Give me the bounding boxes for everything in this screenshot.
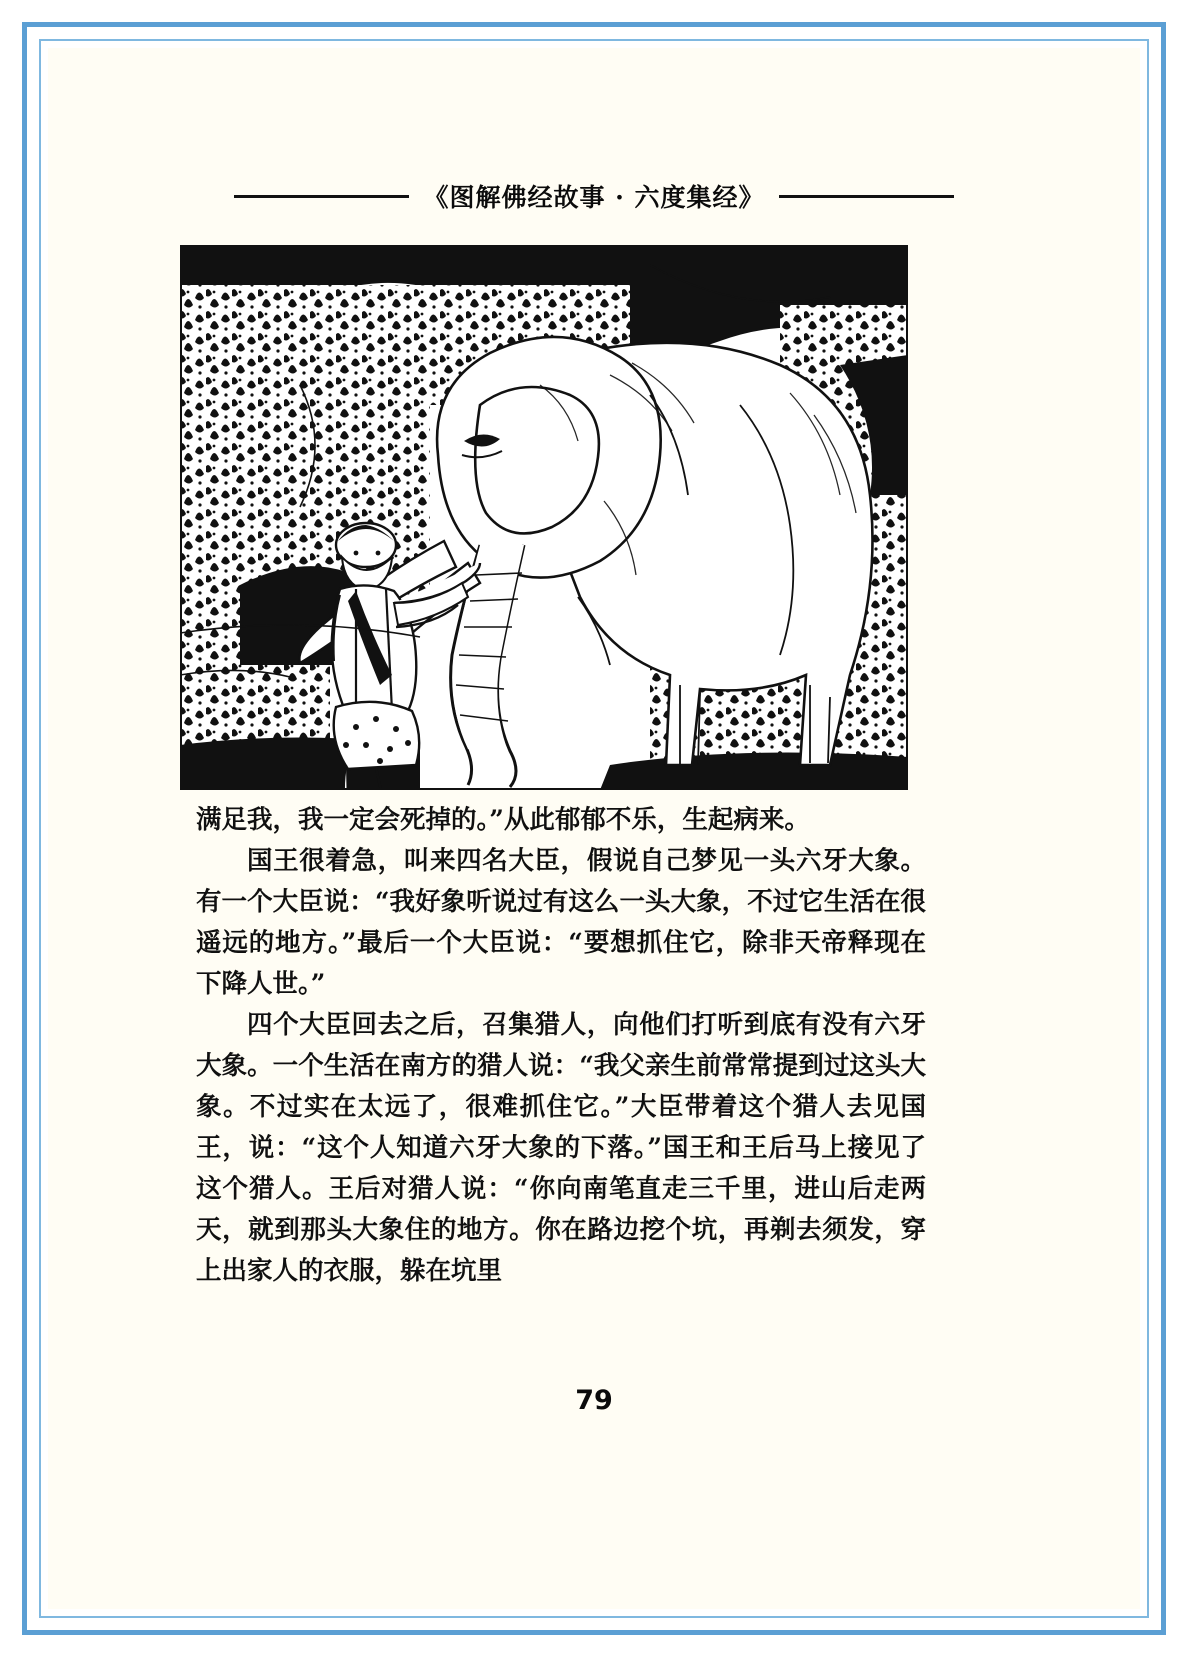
paragraph-3: 四个大臣回去之后，召集猎人，向他们打听到底有没有六牙大象。一个生活在南方的猎人说：“我父亲生前常常提到过这头大象。不过实在太远了，很难抓住它。”大臣带着这个猎人去见国王，说：“这个人知道六牙大象的下落。”国王和王后马上接见了这个猎人。王后对猎人说：“你向南笔直走三千里，进山后走两天，就到那头大象住的地方。你在路边挖个坑，再剃去须发，穿上出家人的衣服，躲在坑里: [196, 1010, 926, 1286]
page-body-text: [196, 800, 926, 1292]
paragraph-2: 国王很着急，叫来四名大臣，假说自己梦见一头六牙大象。有一个大臣说：“我好象听说过有这么一头大象，不过它生活在很遥远的地方。”最后一个大臣说：“要想抓住它，除非天帝释现在下降人世。”: [196, 846, 926, 999]
header-rule-right: [779, 195, 954, 198]
page-number: 79: [575, 1385, 613, 1416]
illustration-elephant-and-hunter: [180, 245, 908, 790]
header-rule-left: [234, 195, 409, 198]
page-header: [150, 178, 1038, 214]
illustration-artwork: [180, 245, 908, 790]
book-title: 《图解佛经故事 · 六度集经》: [423, 183, 765, 212]
paragraph-1: 满足我，我一定会死掉的。”从此郁郁不乐，生起病来。: [196, 805, 810, 835]
